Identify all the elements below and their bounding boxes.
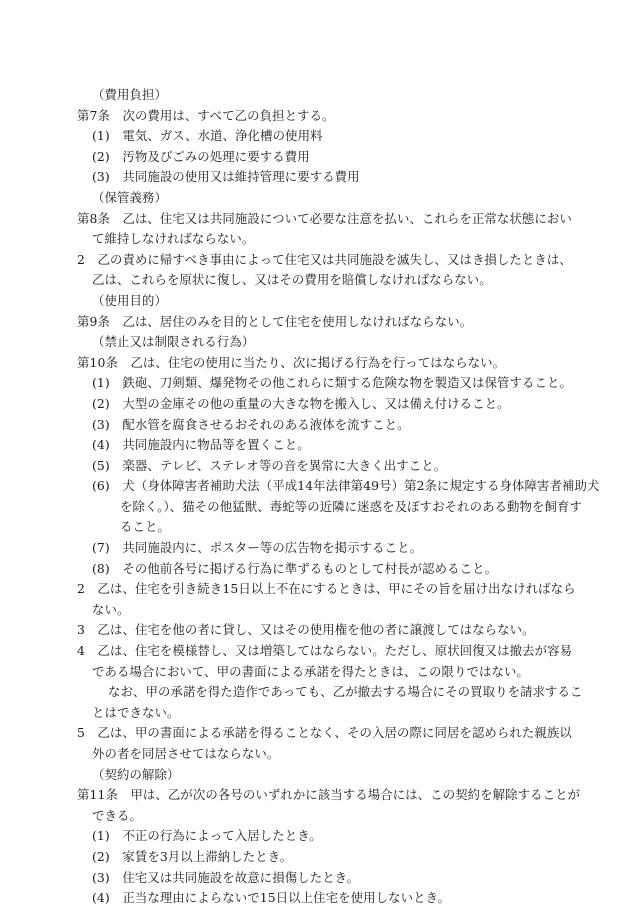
article-10-item-1: (1) 鉄砲、刀剣類、爆発物その他これらに類する危険な物を製造又は保管すること。 <box>92 375 573 391</box>
article-7-item-1: (1) 電気、ガス、水道、浄化槽の使用料 <box>92 128 323 144</box>
article-7: 第7条 次の費用は、すべて乙の負担とする。 <box>77 107 335 123</box>
article-8: 第8条 乙は、住宅又は共同施設について必要な注意を払い、これらを正常な状態におい <box>77 210 572 226</box>
article-10-para-5: 5 乙は、甲の書面による承諾を得ることなく、その入居の際に同居を認められた親族以 <box>77 725 572 741</box>
article-10-para-2-cont: ない。 <box>92 601 130 617</box>
article-10-item-5: (5) 楽器、テレビ、ステレオ等の音を異常に大きく出すこと。 <box>92 457 447 473</box>
article-10-item-8: (8) その他前各号に掲げる行為に準ずるものとして村長が認めること。 <box>92 560 498 576</box>
article-10-item-6-cont-2: ること。 <box>120 519 170 535</box>
article-10-item-7: (7) 共同施設内に、ポスター等の広告物を掲示すること。 <box>92 540 423 556</box>
article-10-para-3: 3 乙は、住宅を他の者に貸し、又はその使用権を他の者に譲渡してはならない。 <box>77 622 535 638</box>
article-10-item-6: (6) 犬（身体障害者補助犬法（平成14年法律第49号）第2条に規定する身体障害者補助犬 <box>92 478 600 494</box>
article-10-item-2: (2) 大型の金庫その他の重量の大きな物を搬入し、又は備え付けること。 <box>92 395 510 411</box>
article-8-para-2: 2 乙の責めに帰すべき事由によって住宅又は共同施設を滅失し、又はき損したときは、 <box>77 251 572 267</box>
article-7-item-2: (2) 汚物及びごみの処理に要する費用 <box>92 148 310 164</box>
article-11-cont: できる。 <box>92 807 142 823</box>
heading-purpose-of-use: （使用目的） <box>92 292 167 308</box>
heading-custody-duty: （保管義務） <box>92 189 167 205</box>
article-10-para-4-note-cont: とはできない。 <box>92 704 180 720</box>
article-11-item-1: (1) 不正の行為によって入居したとき。 <box>92 828 322 844</box>
article-10-para-5-cont: 外の者を同居させてはならない。 <box>92 746 280 761</box>
article-9: 第9条 乙は、居住のみを目的として住宅を使用しなければならない。 <box>77 313 473 329</box>
heading-cancellation: （契約の解除） <box>92 766 180 782</box>
article-10-item-6-cont: を除く。）、猫その他猛獣、毒蛇等の近隣に迷惑を及ぼすおそれのある動物を飼育す <box>120 498 582 514</box>
heading-cost-burden: （費用負担） <box>92 87 167 102</box>
article-10-para-4-note: なお、甲の承諾を得た造作であっても、乙が撤去する場合にその買取りを請求するこ <box>108 684 583 700</box>
article-7-item-3: (3) 共同施設の使用又は維持管理に要する費用 <box>92 169 360 185</box>
article-8-para-2-cont: 乙は、これらを原状に復し、又はその費用を賠償しなければならない。 <box>92 272 492 288</box>
article-10-item-3: (3) 配水管を腐食させるおそれのある液体を流すこと。 <box>92 416 410 432</box>
article-10-para-4: 4 乙は、住宅を模様替し、又は増築してはならない。ただし、原状回復又は撤去が容易 <box>77 643 573 659</box>
article-11-item-2: (2) 家賃を3月以上滞納したとき。 <box>92 848 293 864</box>
article-10: 第10条 乙は、住宅の使用に当たり、次に掲げる行為を行ってはならない。 <box>77 354 506 370</box>
heading-prohibited-acts: （禁止又は制限される行為） <box>92 334 255 350</box>
article-11: 第11条 甲は、乙が次の各号のいずれかに該当する場合には、この契約を解除することが <box>77 787 581 803</box>
article-10-item-4: (4) 共同施設内に物品等を置くこと。 <box>92 437 310 453</box>
article-8-cont: て維持しなければならない。 <box>92 231 255 247</box>
article-11-item-3: (3) 住宅又は共同施設を故意に損傷したとき。 <box>92 869 360 885</box>
article-10-para-4-cont: である場合において、甲の書面による承諾を得たときは、この限りではない。 <box>92 663 529 679</box>
article-10-para-2: 2 乙は、住宅を引き続き15日以上不在にするときは、甲にその旨を届け出なければなら <box>77 581 576 597</box>
article-11-item-4: (4) 正当な理由によらないで15日以上住宅を使用しないとき。 <box>92 890 451 906</box>
